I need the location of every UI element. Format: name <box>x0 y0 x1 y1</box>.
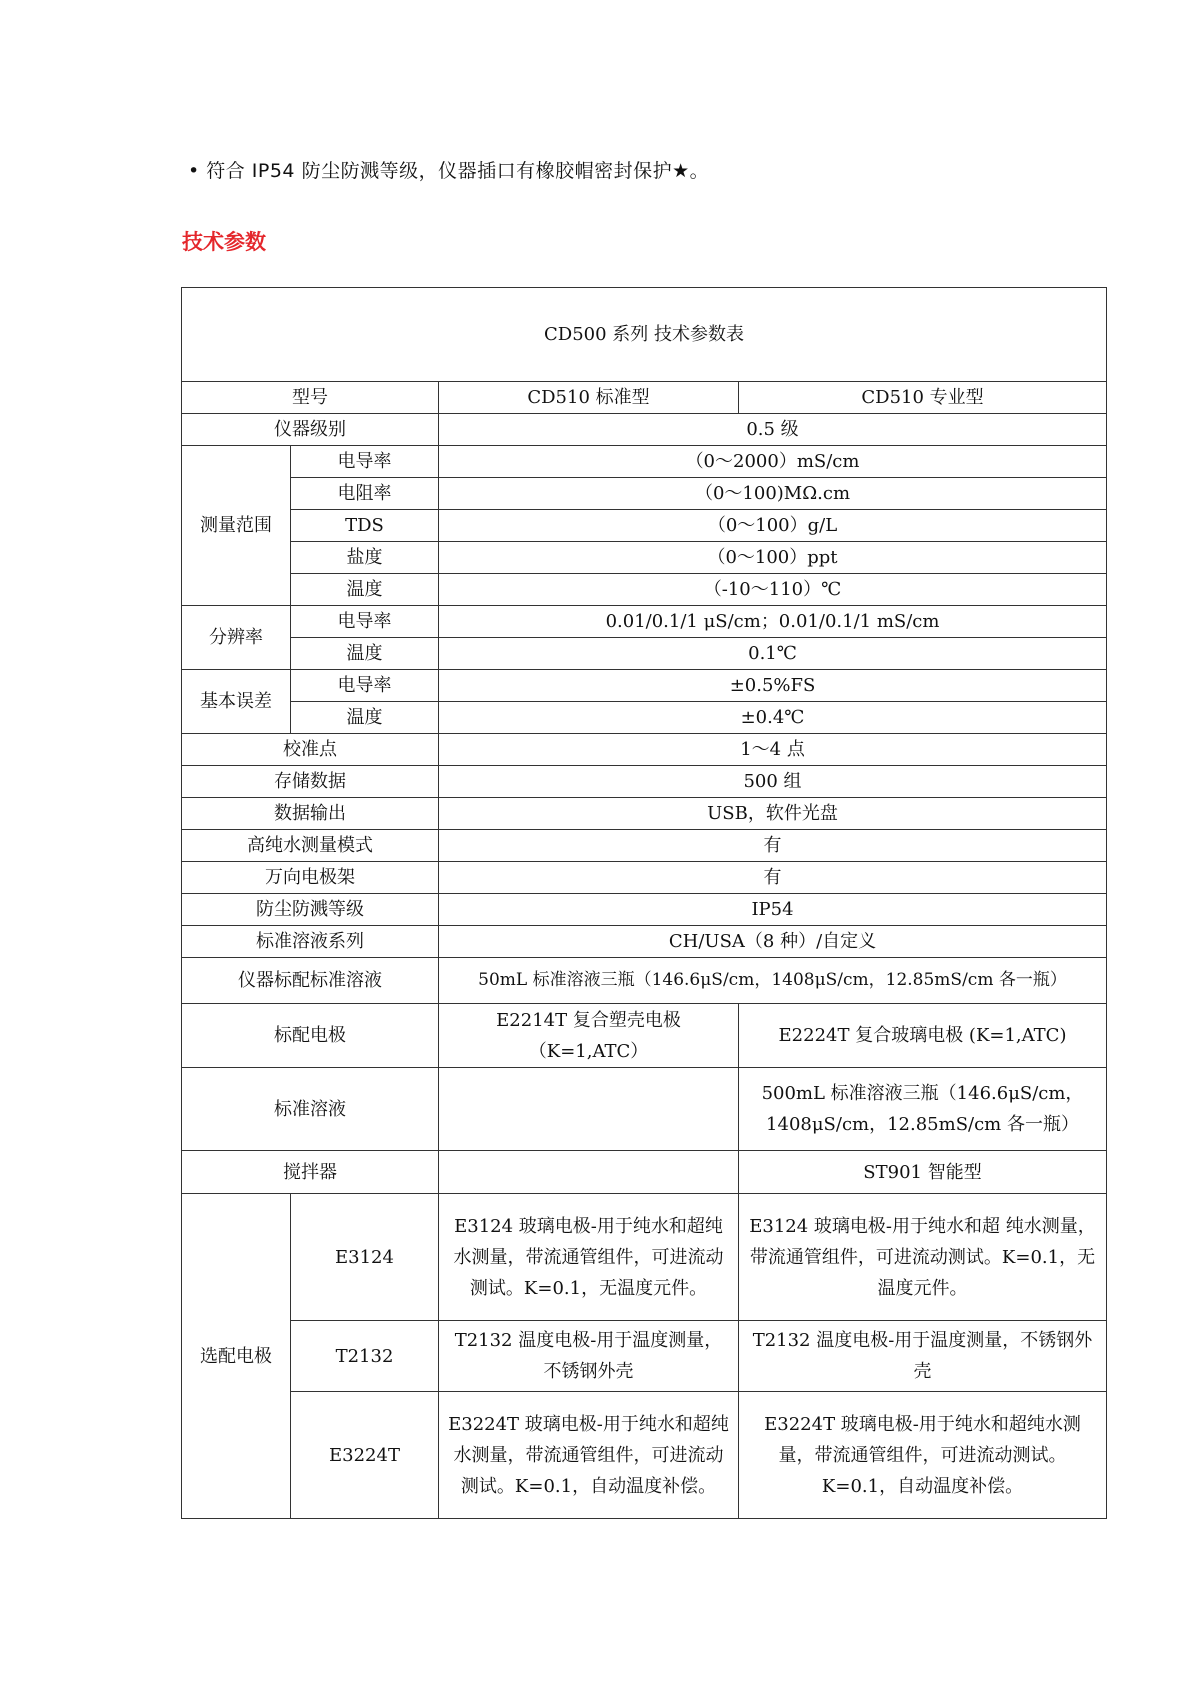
spec-value: IP54 <box>439 894 1107 926</box>
optional-label: 选配电极 <box>182 1194 291 1519</box>
error-name: 电导率 <box>291 670 439 702</box>
solution-label: 标准溶液 <box>182 1068 439 1151</box>
range-name: 盐度 <box>291 542 439 574</box>
feature-bullet: • 符合 IP54 防尘防溅等级，仪器插口有橡胶帽密封保护★。 <box>188 160 710 182</box>
optional-electrode-standard: E3224T 玻璃电极-用于纯水和超纯水测量，带流通管组件，可进流动测试。K=0.1，自动温度补偿。 <box>439 1392 739 1519</box>
range-value: （0～100）g/L <box>439 510 1107 542</box>
model-standard: CD510 标准型 <box>439 382 739 414</box>
error-name: 温度 <box>291 702 439 734</box>
table-title: CD500 系列 技术参数表 <box>182 288 1107 382</box>
range-value: （-10～110）℃ <box>439 574 1107 606</box>
range-value: （0～2000）mS/cm <box>439 446 1107 478</box>
range-name: 温度 <box>291 574 439 606</box>
electrode-pro: E2224T 复合玻璃电极 (K=1,ATC) <box>739 1004 1107 1068</box>
spec-value: 500 组 <box>439 766 1107 798</box>
optional-electrode-pro: T2132 温度电极-用于温度测量，不锈钢外壳 <box>739 1321 1107 1392</box>
spec-value: USB，软件光盘 <box>439 798 1107 830</box>
section-title: 技术参数 <box>182 230 266 254</box>
spec-name: 标准溶液系列 <box>182 926 439 958</box>
spec-name: 防尘防溅等级 <box>182 894 439 926</box>
range-value: （0～100）ppt <box>439 542 1107 574</box>
resolution-name: 电导率 <box>291 606 439 638</box>
resolution-value: 0.1℃ <box>439 638 1107 670</box>
optional-electrode-name: E3124 <box>291 1194 439 1321</box>
stirrer-label: 搅拌器 <box>182 1151 439 1194</box>
std-solution-value: 50mL 标准溶液三瓶（146.6μS/cm，1408μS/cm，12.85mS/cm 各一瓶） <box>439 958 1107 1004</box>
range-label: 测量范围 <box>182 446 291 606</box>
spec-table <box>181 287 1107 1519</box>
spec-name: 数据输出 <box>182 798 439 830</box>
spec-value: 有 <box>439 830 1107 862</box>
range-name: TDS <box>291 510 439 542</box>
resolution-label: 分辨率 <box>182 606 291 670</box>
stirrer-pro: ST901 智能型 <box>739 1151 1107 1194</box>
resolution-value: 0.01/0.1/1 μS/cm；0.01/0.1/1 mS/cm <box>439 606 1107 638</box>
grade-label: 仪器级别 <box>182 414 439 446</box>
solution-standard <box>439 1068 739 1151</box>
optional-electrode-name: E3224T <box>291 1392 439 1519</box>
solution-pro: 500mL 标准溶液三瓶（146.6μS/cm，1408μS/cm，12.85mS/cm 各一瓶） <box>739 1068 1107 1151</box>
std-solution-label: 仪器标配标准溶液 <box>182 958 439 1004</box>
spec-name: 存储数据 <box>182 766 439 798</box>
resolution-name: 温度 <box>291 638 439 670</box>
spec-name: 万向电极架 <box>182 862 439 894</box>
spec-value: 有 <box>439 862 1107 894</box>
model-pro: CD510 专业型 <box>739 382 1107 414</box>
optional-electrode-standard: T2132 温度电极-用于温度测量，不锈钢外壳 <box>439 1321 739 1392</box>
error-value: ±0.5%FS <box>439 670 1107 702</box>
error-value: ±0.4℃ <box>439 702 1107 734</box>
electrode-label: 标配电极 <box>182 1004 439 1068</box>
optional-electrode-standard: E3124 玻璃电极-用于纯水和超纯水测量，带流通管组件，可进流动测试。K=0.1，无温度元件。 <box>439 1194 739 1321</box>
model-label: 型号 <box>182 382 439 414</box>
optional-electrode-pro: E3124 玻璃电极-用于纯水和超 纯水测量，带流通管组件，可进流动测试。K=0.1，无温度元件。 <box>739 1194 1107 1321</box>
grade-value: 0.5 级 <box>439 414 1107 446</box>
range-name: 电阻率 <box>291 478 439 510</box>
range-value: （0～100)MΩ.cm <box>439 478 1107 510</box>
error-label: 基本误差 <box>182 670 291 734</box>
spec-name: 校准点 <box>182 734 439 766</box>
stirrer-standard <box>439 1151 739 1194</box>
electrode-standard: E2214T 复合塑壳电极（K=1,ATC） <box>439 1004 739 1068</box>
spec-value: CH/USA（8 种）/自定义 <box>439 926 1107 958</box>
range-name: 电导率 <box>291 446 439 478</box>
spec-name: 高纯水测量模式 <box>182 830 439 862</box>
optional-electrode-name: T2132 <box>291 1321 439 1392</box>
optional-electrode-pro: E3224T 玻璃电极-用于纯水和超纯水测量，带流通管组件，可进流动测试。K=0.1，自动温度补偿。 <box>739 1392 1107 1519</box>
spec-value: 1～4 点 <box>439 734 1107 766</box>
